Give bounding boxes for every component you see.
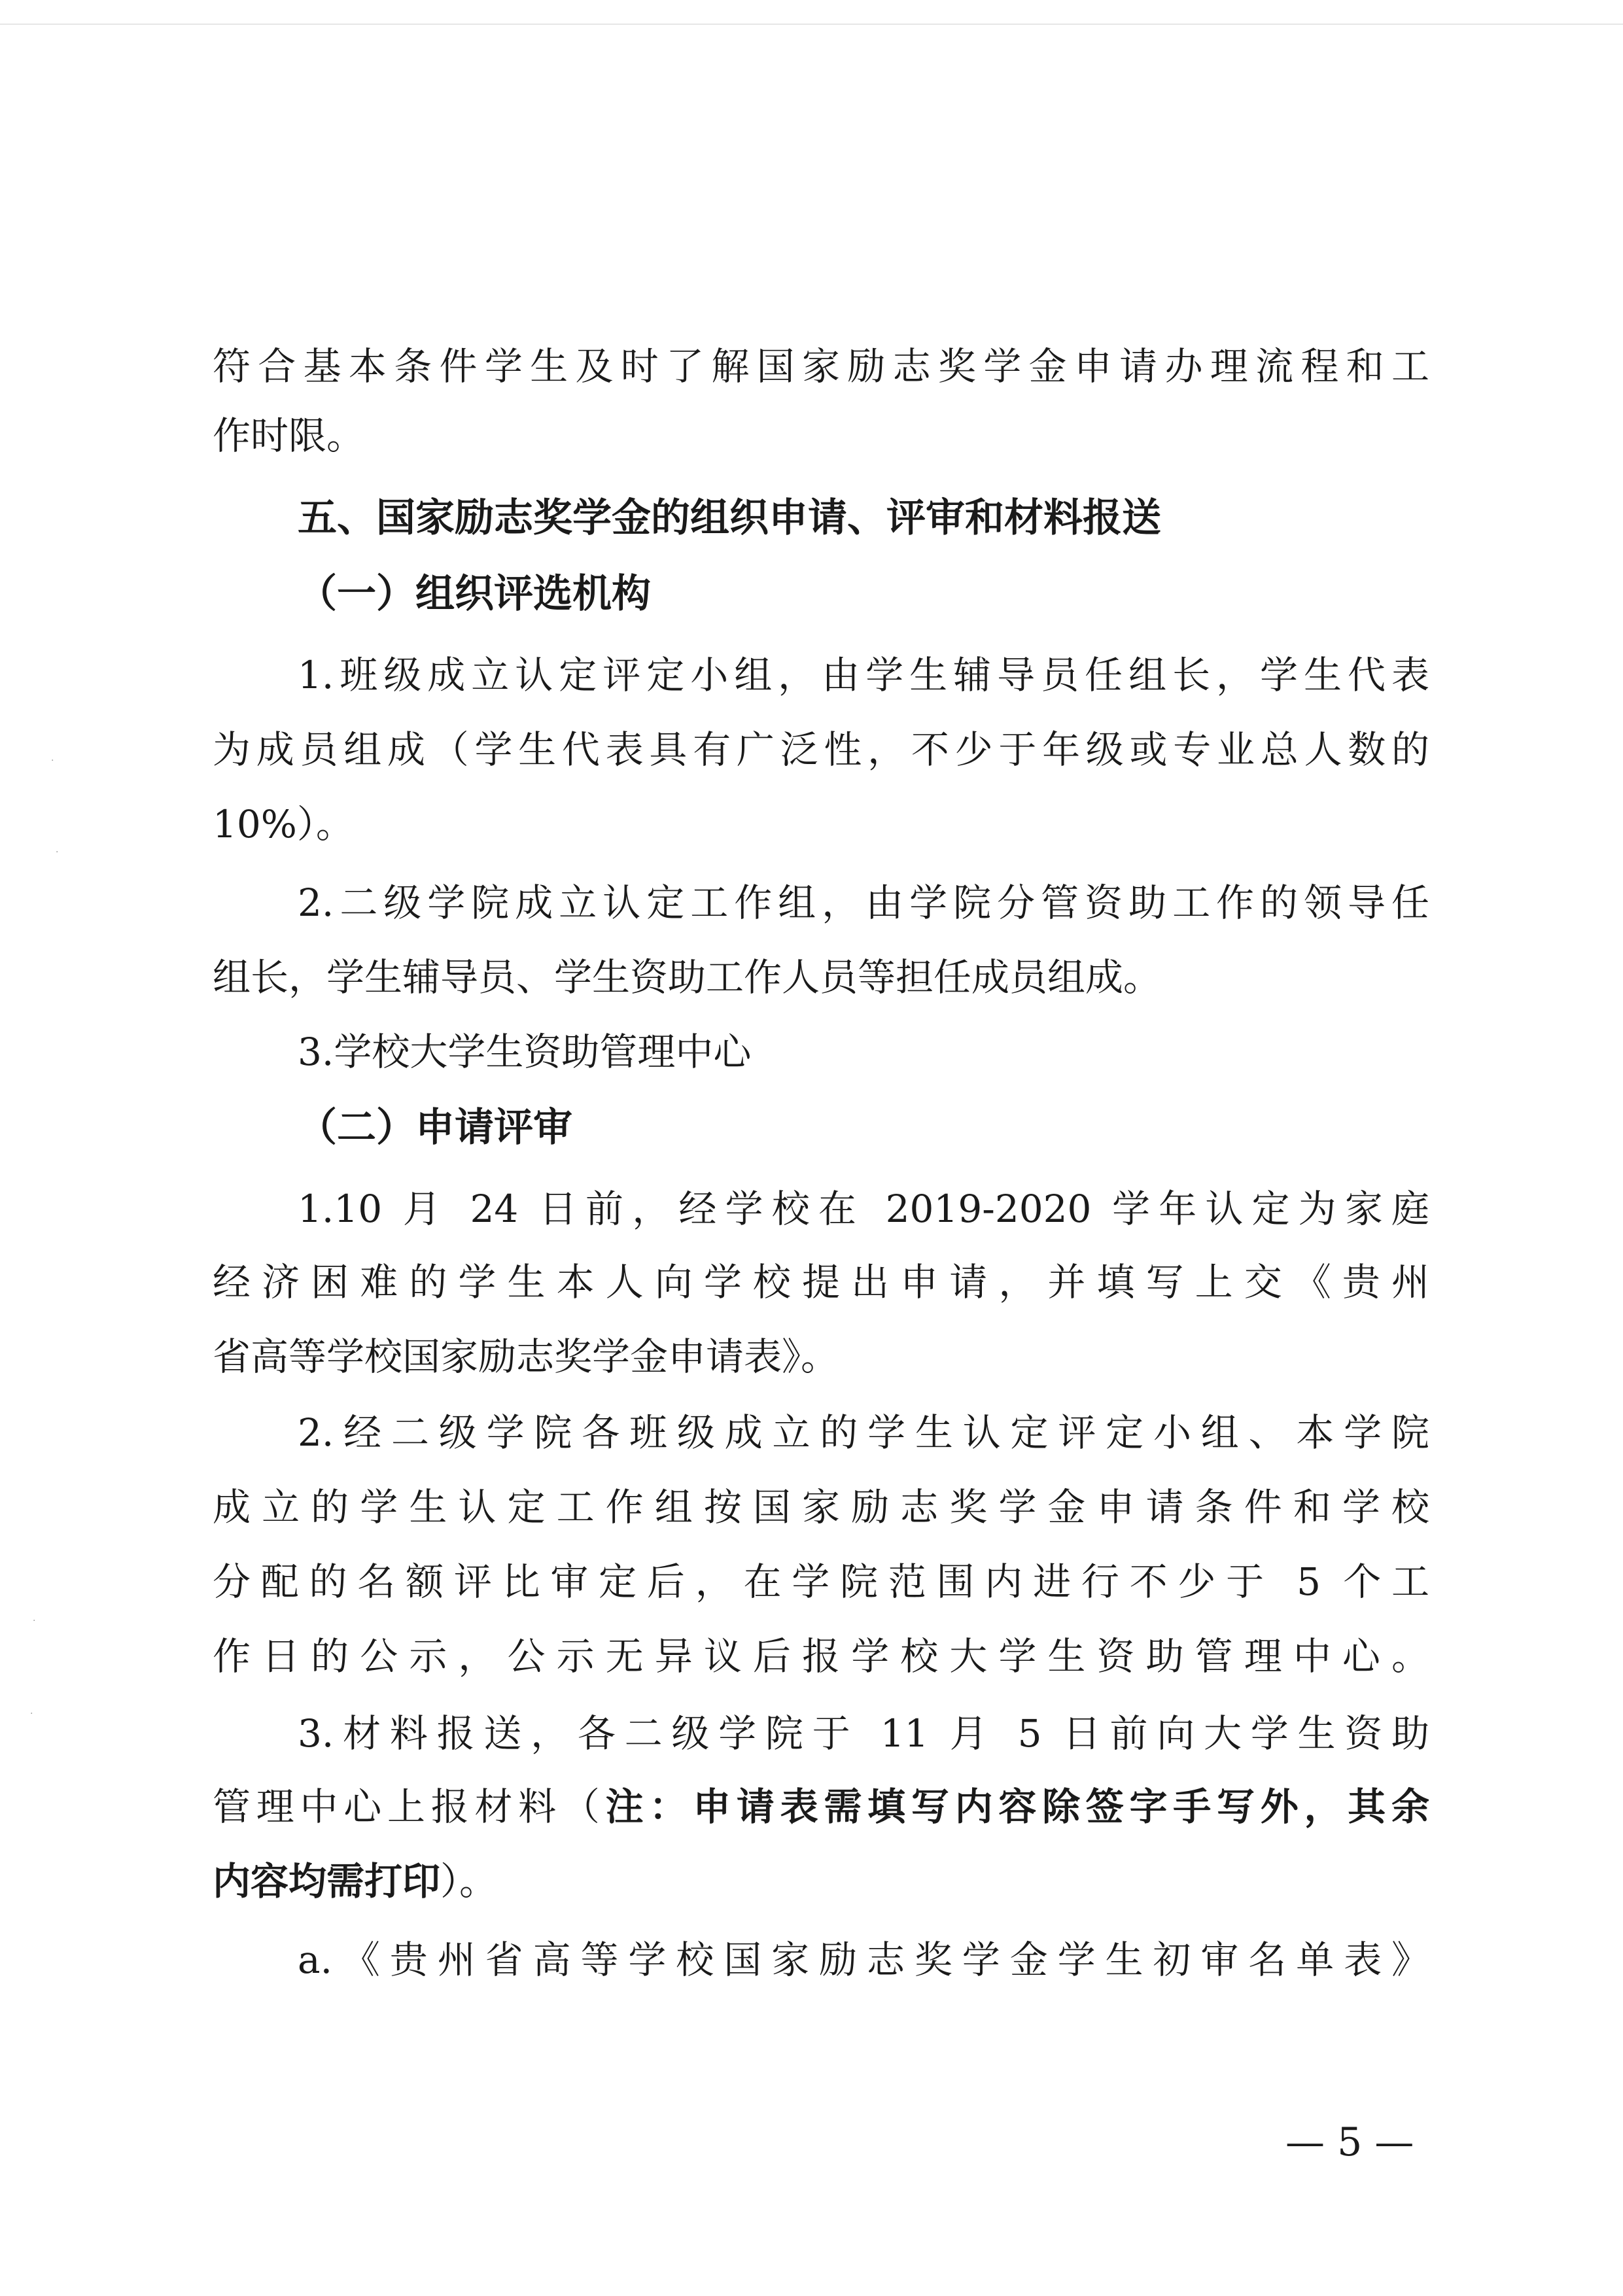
paragraph-line <box>213 1781 1429 1833</box>
subsection-heading: （一）组织评选机构 <box>298 571 651 617</box>
paragraph-line: 10%）。 <box>213 802 354 846</box>
paragraph-line: 1.10 月 24 日前，经学校在 2019-2020 学年认定为家庭 <box>298 1187 1429 1231</box>
paragraph-line: 2.二级学院成立认定工作组，由学院分管资助工作的领导任 <box>298 880 1429 925</box>
scan-speck: · <box>30 1709 33 1719</box>
paragraph-line: 成立的学生认定工作组按国家励志奖学金申请条件和学校 <box>213 1485 1429 1529</box>
paragraph-text: 管理中心上报材料（ <box>213 1784 606 1829</box>
paragraph-line: 2.经二级学院各班级成立的学生认定评定小组、本学院 <box>298 1410 1429 1455</box>
paragraph-line: 符合基本条件学生及时了解国家励志奖学金申请办理流程和工 <box>213 344 1429 389</box>
paragraph-line: 组长，学生辅导员、学生资助工作人员等担任成员组成。 <box>213 955 1162 1000</box>
paragraph-line: 作时限。 <box>213 413 365 458</box>
paragraph-line: 为成员组成（学生代表具有广泛性，不少于年级或专业总人数的 <box>213 727 1429 772</box>
paragraph-line: 省高等学校国家励志奖学金申请表》。 <box>213 1334 839 1379</box>
paragraph-line <box>213 1855 497 1907</box>
paragraph-line: 作日的公示，公示无异议后报学校大学生资助管理中心。 <box>213 1634 1429 1679</box>
paragraph-line: 3.学校大学生资助管理中心 <box>298 1030 752 1074</box>
paragraph-line: a.《贵州省高等学校国家励志奖学金学生初审名单表》 <box>298 1938 1429 1982</box>
paragraph-text: ）。 <box>440 1859 498 1904</box>
scan-top-border <box>0 24 1623 25</box>
subsection-heading: （二）申请评审 <box>298 1105 572 1151</box>
note-bold-text: 内容均需打印 <box>213 1859 441 1904</box>
paragraph-line: 分配的名额评比审定后，在学院范围内进行不少于 5 个工 <box>213 1559 1429 1604</box>
paragraph-line: 3.材料报送，各二级学院于 11 月 5 日前向大学生资助 <box>298 1711 1429 1756</box>
paragraph-line: 1.班级成立认定评定小组，由学生辅导员任组长，学生代表 <box>298 653 1429 697</box>
scan-speck: · <box>56 847 59 858</box>
scan-speck: · <box>33 1616 36 1626</box>
paragraph-line: 经济困难的学生本人向学校提出申请，并填写上交《贵州 <box>213 1260 1429 1304</box>
note-bold-text: 注：申请表需填写内容除签字手写外，其余 <box>605 1784 1429 1829</box>
page-number: — 5 — <box>1285 2119 1414 2165</box>
section-heading: 五、国家励志奖学金的组织申请、评审和材料报送 <box>298 495 1161 541</box>
scan-speck: · <box>51 756 54 766</box>
